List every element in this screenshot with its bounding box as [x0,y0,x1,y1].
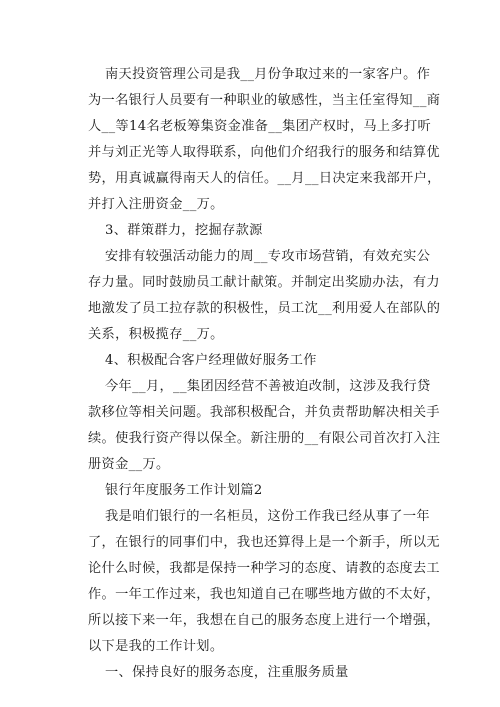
paragraph-line: 南天投资管理公司是我__月份争取过来的一家客户。作 [105,67,431,82]
paragraph-line: 势，用真诚赢得南天人的信任。__月__日决定来我部开户， [88,171,441,186]
paragraph-line: 了，在银行的同事们中，我也还算得上是一个新手，所以无 [88,535,440,550]
article-title: 银行年度服务工作计划篇2 [105,483,263,498]
paragraph-line: 今年__月，__集团因经营不善被迫改制，这涉及我行贷 [105,379,431,394]
paragraph-line: 存力量。同时鼓励员工献计献策。并制定出奖励办法，有力 [88,275,440,290]
section-heading: 一、保持良好的服务态度，注重服务质量 [105,665,349,680]
section-heading: 4、积极配合客户经理做好服务工作 [105,353,317,368]
paragraph-line: 册资金__万。 [88,457,170,472]
paragraph-line: 续。使我行资产得以保全。新注册的__有限公司首次打入注 [88,431,441,446]
paragraph-line: 并与刘正光等人取得联系，向他们介绍我行的服务和结算优 [88,145,440,160]
paragraph-line: 人__等14名老板筹集资金准备__集团产权时，马上多打听 [88,119,432,134]
paragraph-line: 款移位等相关问题。我部积极配合，并负责帮助解决相关手 [88,405,440,420]
paragraph-line: 安排有较强活动能力的周__专攻市场营销，有效充实公 [105,249,431,264]
paragraph-line: 以下是我的工作计划。 [88,639,224,654]
paragraph-line: 地激发了员工拉存款的积极性，员工沈__利用爱人在部队的 [88,301,441,316]
paragraph-line: 为一名银行人员要有一种职业的敏感性，当主任室得知__商 [88,93,441,108]
paragraph-line: 论什么时候，我都是保持一种学习的态度、请教的态度去工 [88,561,440,576]
paragraph-line: 关系，积极揽存__万。 [88,327,224,342]
paragraph-line: 并打入注册资金__万。 [88,197,224,212]
paragraph-line: 所以接下来一年，我想在自己的服务态度上进行一个增强， [88,613,440,628]
section-heading: 3、群策群力，挖掘存款源 [105,223,263,238]
paragraph-line: 我是咱们银行的一名柜员，这份工作我已经从事了一年 [105,509,430,524]
paragraph-line: 作。一年工作过来，我也知道自己在哪些地方做的不太好， [88,587,440,602]
